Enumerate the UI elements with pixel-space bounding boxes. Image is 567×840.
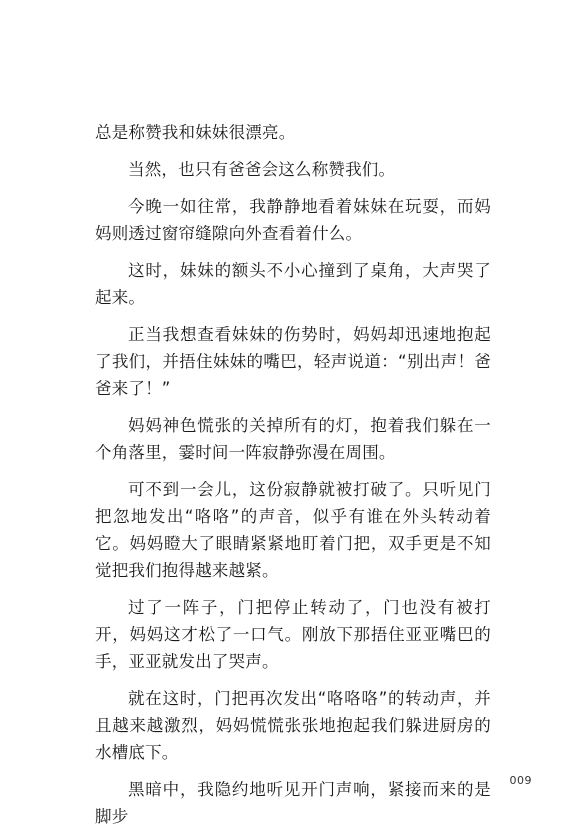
paragraph-6: 妈妈神色慌张的关掉所有的灯，抱着我们躲在一个角落里，霎时间一阵寂静弥漫在周围。 bbox=[95, 416, 491, 462]
paragraph-3: 今晚一如往常，我静静地看着妹妹在玩耍，而妈妈则透过窗帘缝隙向外查看着什么。 bbox=[95, 197, 491, 243]
paragraph-8: 过了一阵子，门把停止转动了，门也没有被打开，妈妈这才松了一口气。刚放下那捂住亚亚嘴巴的手，亚亚就发出了哭声。 bbox=[95, 598, 491, 671]
paragraph-7: 可不到一会儿，这份寂静就被打破了。只听见门把忽地发出“咯咯”的声音，似乎有谁在外头转动着它。妈妈瞪大了眼睛紧紧地盯着门把，双手更是不知觉把我们抱得越来越紧。 bbox=[95, 480, 491, 580]
paragraph-4: 这时，妹妹的额头不小心撞到了桌角，大声哭了起来。 bbox=[95, 261, 491, 307]
paragraph-5: 正当我想查看妹妹的伤势时，妈妈却迅速地抱起了我们，并捂住妹妹的嘴巴，轻声说道：“别出声！爸爸来了！” bbox=[95, 325, 491, 398]
body-text bbox=[95, 119, 491, 840]
paragraph-10: 黑暗中，我隐约地听见开门声响，紧接而来的是脚步 bbox=[95, 780, 491, 826]
paragraph-1: 总是称赞我和妹妹很漂亮。 bbox=[95, 123, 296, 142]
paragraph-9: 就在这时，门把再次发出“咯咯咯”的转动声，并且越来越激烈，妈妈慌慌张张地抱起我们躲进厨房的水槽底下。 bbox=[95, 689, 491, 762]
page-number: 009 bbox=[509, 774, 532, 787]
paragraph-2: 当然，也只有爸爸会这么称赞我们。 bbox=[128, 160, 396, 179]
